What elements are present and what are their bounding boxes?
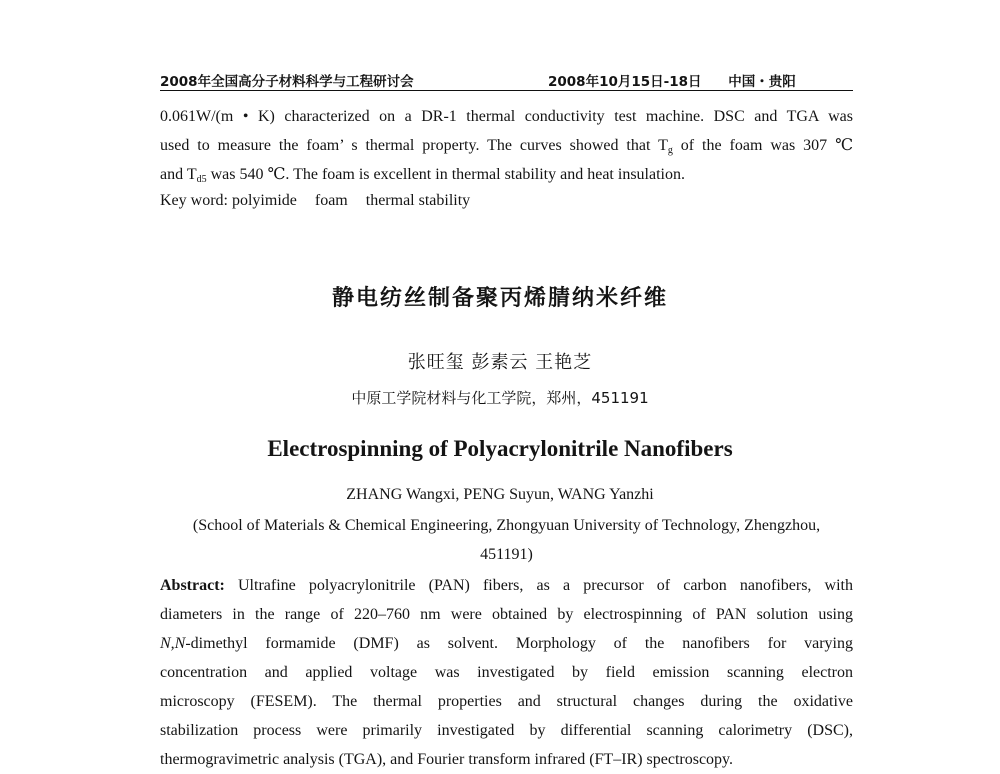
abstract-line: concentration and applied voltage was investigated by field emission scanning electron	[160, 664, 853, 681]
previous-abstract-tail	[160, 102, 853, 189]
conference-location: 中国・贵阳	[728, 74, 796, 90]
abstract-line: diameters in the range of 220–760 nm were obtained by electrospinning of PAN solution using	[160, 606, 853, 623]
keyword: thermal stability	[365, 192, 471, 209]
keyword: polyimide	[231, 192, 297, 209]
abstract-line: Abstract: Ultrafine polyacrylonitrile (PAN) fibers, as a precursor of carbon nanofibers, with	[160, 577, 853, 594]
abstract-line: stabilization process were primarily investigated by differential scanning calorimetry (DSC),	[160, 722, 853, 739]
abstract	[160, 571, 853, 774]
keywords-label: Key word:	[160, 192, 228, 209]
affiliation-english-line: 451191)	[480, 546, 533, 563]
abstract-line: microscopy (FESEM). The thermal properties and structural changes during the oxidative	[160, 693, 853, 710]
previous-abstract-line: 0.061W/(m • K) characterized on a DR-1 thermal conductivity test machine. DSC and TGA was	[160, 108, 853, 125]
paper-title-english: Electrospinning of Polyacrylonitrile Nanofibers	[267, 436, 733, 461]
running-header	[160, 70, 853, 91]
affiliation-english	[160, 511, 853, 569]
previous-abstract-line: used to measure the foam’ s thermal property. The curves showed that $T_g$ of the foam was 307 ℃	[160, 137, 853, 156]
abstract-line: thermogravimetric analysis (TGA), and Fourier transform infrared (FT–IR) spectroscopy.	[160, 751, 734, 768]
abstract-line: N,N-dimethyl formamide (DMF) as solvent. Morphology of the nanofibers for varying	[160, 635, 853, 652]
affiliation-chinese: 中原工学院材料与化工学院，郑州，451191	[351, 389, 649, 407]
authors-english: ZHANG Wangxi, PENG Suyun, WANG Yanzhi	[346, 486, 654, 503]
keyword: foam	[314, 192, 348, 209]
previous-abstract-line: and $T_{d5}$ was 540 ℃. The foam is excellent in thermal stability and heat insulation.	[160, 166, 685, 185]
abstract-label: Abstract:	[160, 577, 225, 594]
paper-title-chinese: 静电纺丝制备聚丙烯腈纳米纤维	[331, 286, 668, 311]
keywords	[160, 192, 484, 210]
conference-name: 2008年全国高分子材料科学与工程研讨会	[160, 74, 414, 90]
conference-date: 2008年10月15日-18日	[548, 74, 702, 90]
affiliation-english-line: (School of Materials & Chemical Engineering, Zhongyuan University of Technology, Zhengzhou,	[192, 517, 821, 534]
authors-chinese: 张旺玺 彭素云 王艳芝	[407, 352, 593, 373]
header-right	[548, 70, 818, 90]
